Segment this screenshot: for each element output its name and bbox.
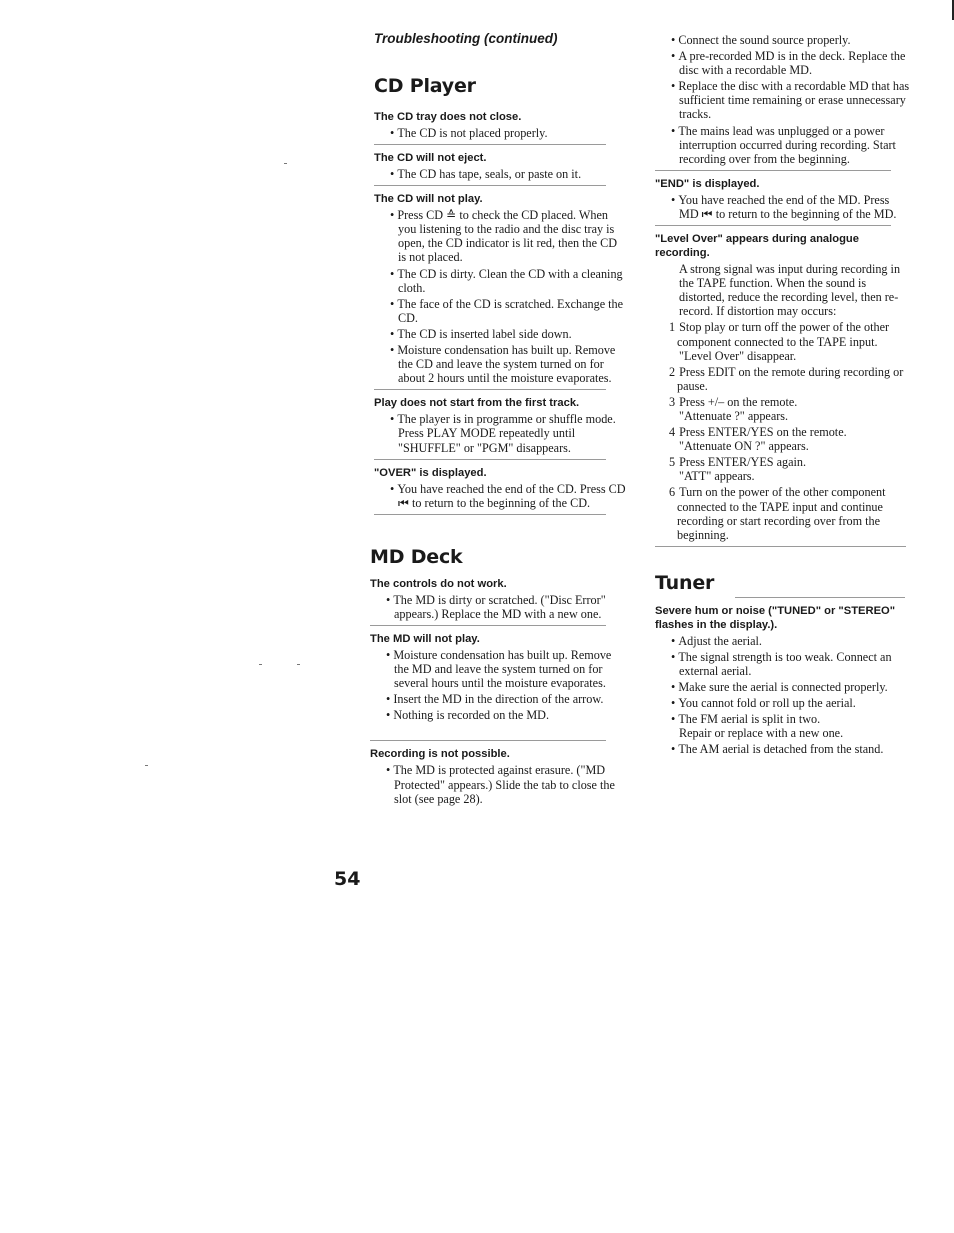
problem-heading: The MD will not play. (370, 632, 480, 645)
step-number: 3 (669, 394, 676, 409)
list-item: • Nothing is recorded on the MD. (370, 708, 626, 722)
list-item: • The MD is protected against erasure. ("MD Protected" appears.) Slide the tab to close the slot (see page 28). (370, 763, 626, 805)
divider (374, 514, 606, 515)
scan-speck (284, 163, 287, 164)
divider (374, 185, 606, 186)
problem-heading: The controls do not work. (370, 577, 507, 590)
divider (370, 625, 606, 626)
cd-problem-1 (374, 110, 626, 145)
step-text: Turn on the power of the other component connected to the TAPE input and continue recording or start recording over from the beginning. (677, 485, 886, 542)
list-item: • The face of the CD is scratched. Exchange the CD. (374, 297, 626, 325)
step-text: Stop play or turn off the power of the other component connected to the TAPE input. (677, 320, 890, 349)
problem-heading: The CD will not eject. (374, 152, 487, 165)
list-item: • The CD is dirty. Clean the CD with a cleaning cloth. (374, 267, 626, 295)
divider (655, 170, 891, 171)
list-item: • Adjust the aerial. (655, 634, 911, 648)
scan-speck (297, 664, 300, 665)
tuner-problem (655, 604, 911, 757)
problem-heading: Recording is not possible. (370, 748, 510, 761)
cd-problem-2 (374, 151, 626, 186)
list-item: • A pre-recorded MD is in the deck. Replace the disc with a recordable MD. (655, 49, 911, 77)
problem-heading: The CD tray does not close. (374, 111, 522, 123)
step-note: "Attenuate ON ?" appears. (679, 439, 809, 454)
scan-speck (145, 765, 148, 766)
list-item: • Insert the MD in the direction of the arrow. (370, 692, 626, 706)
page-number: 54 (334, 868, 361, 890)
list-item: • Press CD ≙ to check the CD placed. When you listening to the radio and the disc tray is open, the CD indicator is lit red, then the CD is not placed. (374, 208, 626, 264)
md-level-over (655, 232, 911, 547)
problem-heading: "Level Over" appears during analogue recording. (655, 233, 859, 260)
step-item (655, 485, 911, 541)
step-note: "ATT" appears. (679, 469, 755, 484)
right-column (655, 33, 911, 759)
md-recording-continued (655, 33, 911, 166)
problem-heading: "OVER" is displayed. (374, 466, 487, 479)
divider (374, 459, 606, 460)
cd-problem-5 (374, 466, 626, 515)
list-item: • The CD has tape, seals, or paste on it. (374, 167, 626, 181)
md-deck-title: MD Deck (370, 545, 463, 568)
divider (374, 144, 606, 145)
step-text: Press ENTER/YES on the remote. (679, 425, 847, 440)
list-item: • The CD is not placed properly. (374, 126, 626, 140)
step-number: 5 (669, 455, 676, 470)
scan-speck (259, 664, 262, 665)
problem-heading: Play does not start from the first track. (374, 397, 580, 410)
list-item: • You cannot fold or roll up the aerial. (655, 696, 911, 710)
step-note: "Level Over" disappear. (679, 348, 797, 363)
md-problem-2 (370, 632, 626, 741)
level-over-intro: A strong signal was input during recording in the TAPE function. When the sound is distorted, reduce the recording level, then re-record. If distortion may occurs: (679, 262, 901, 319)
divider (655, 546, 906, 547)
list-item: • You have reached the end of the CD. Press CD ⏮ to return to the beginning of the CD. (374, 482, 626, 510)
step-number: 6 (669, 485, 676, 500)
list-item: • Connect the sound source properly. (655, 33, 911, 47)
step-text: Press +/– on the remote. (679, 394, 798, 409)
md-problem-3 (370, 747, 626, 805)
step-text: Press ENTER/YES again. (679, 455, 807, 470)
list-item: • Moisture condensation has built up. Remove the MD and leave the system turned on for several hours until the moisture evaporates. (370, 648, 626, 690)
step-number: 4 (669, 425, 676, 440)
list-item: • Moisture condensation has built up. Remove the CD and leave the system turned on for about 2 hours until the moisture evaporates. (374, 343, 626, 385)
running-head: Troubleshooting (continued) (374, 31, 558, 46)
cd-player-title: CD Player (374, 75, 476, 97)
list-item: • The player is in programme or shuffle mode. Press PLAY MODE repeatedly until "SHUFFLE" or "PGM" disappears. (374, 412, 626, 454)
list-item: • The FM aerial is split in two. (655, 712, 911, 726)
left-column (368, 30, 626, 808)
divider (370, 740, 606, 741)
md-problem-1 (370, 577, 626, 626)
list-item: • Make sure the aerial is connected properly. (655, 680, 911, 694)
problem-heading: "END" is displayed. (655, 177, 760, 190)
step-item (655, 425, 911, 453)
problem-heading: Severe hum or noise ("TUNED" or "STEREO" flashes in the display.). (655, 604, 896, 631)
step-number: 1 (669, 320, 676, 335)
problem-heading: The CD will not play. (374, 193, 483, 206)
step-item (655, 395, 911, 423)
list-item: • The mains lead was unplugged or a power interruption occurred during recording. Start recording over from the beginning. (655, 124, 911, 166)
step-number: 2 (669, 364, 676, 379)
list-item: • The AM aerial is detached from the stand. (655, 742, 911, 756)
step-text: Press EDIT on the remote during recording or pause. (677, 364, 904, 393)
tuner-title: Tuner (655, 571, 715, 594)
step-item (655, 365, 911, 393)
cd-problem-3 (374, 192, 626, 390)
divider (655, 225, 891, 226)
list-item: • The MD is dirty or scratched. ("Disc Error" appears.) Replace the MD with a new one. (370, 593, 626, 621)
step-item (655, 320, 911, 362)
cd-problem-4 (374, 396, 626, 459)
divider (735, 597, 905, 598)
step-item (655, 455, 911, 483)
list-item: • You have reached the end of the MD. Press MD ⏮ to return to the beginning of the MD. (655, 193, 911, 221)
divider (374, 389, 606, 390)
list-item: • Replace the disc with a recordable MD that has sufficient time remaining or erase unnecessary tracks. (655, 79, 911, 121)
md-end-displayed (655, 177, 911, 226)
list-item: • The signal strength is too weak. Connect an external aerial. (655, 650, 911, 678)
list-item: • The CD is inserted label side down. (374, 327, 626, 341)
repair-note: Repair or replace with a new one. (679, 726, 844, 741)
step-note: "Attenuate ?" appears. (679, 408, 789, 423)
